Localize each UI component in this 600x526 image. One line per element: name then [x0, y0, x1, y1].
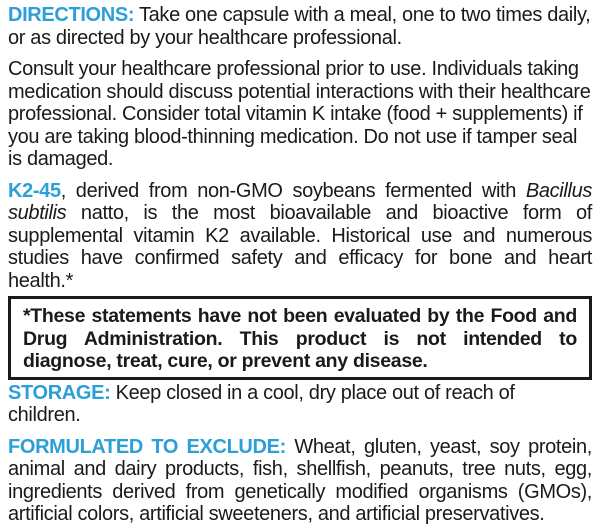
directions-text: Take one capsule with a meal, one to two times daily, or as directed by your healthcare professional. — [8, 4, 591, 49]
k2-text-after: natto, is the most bioavailable and bioactive form of supplemental vitamin K2 available. Historical use and numerous studies have confirmed safety and efficacy for bone and heart health.* — [8, 202, 592, 292]
k2-heading: K2-45 — [8, 179, 61, 202]
directions-paragraph — [0, 4, 600, 49]
k2-species-name: Bacillus subtilis — [8, 179, 592, 224]
exclude-heading: FORMULATED TO EXCLUDE: — [8, 435, 286, 458]
k2-text-before: , derived from non-GMO soybeans fermented with — [60, 179, 526, 202]
fda-disclaimer-text: *These statements have not been evaluated by the Food and Drug Administration. This product is not intended to diagnose, treat, cure, or prevent any disease. — [23, 305, 577, 372]
caution-paragraph: Consult your healthcare professional prior to use. Individuals taking medication should discuss potential interactions with their healthcare professional. Consider total vitamin K intake (food + supplements) if you are taking blood-thinning medication. Do not use if tamper seal is damaged. — [8, 58, 591, 170]
directions-heading: DIRECTIONS: — [8, 4, 135, 26]
exclude-text: Wheat, gluten, yeast, soy protein, animal and dairy products, fish, shellfish, peanuts, tree nuts, egg, ingredients derived from genetically modified organisms (GMOs), artificial colors, artificial sweeteners, and artificial preservatives. — [8, 435, 592, 525]
fda-disclaimer-box — [8, 296, 592, 380]
exclude-paragraph — [0, 436, 600, 526]
k2-paragraph — [0, 180, 600, 293]
storage-heading: STORAGE: — [8, 381, 111, 404]
storage-text: Keep closed in a cool, dry place out of reach of children. — [8, 381, 515, 426]
storage-paragraph — [0, 382, 600, 427]
